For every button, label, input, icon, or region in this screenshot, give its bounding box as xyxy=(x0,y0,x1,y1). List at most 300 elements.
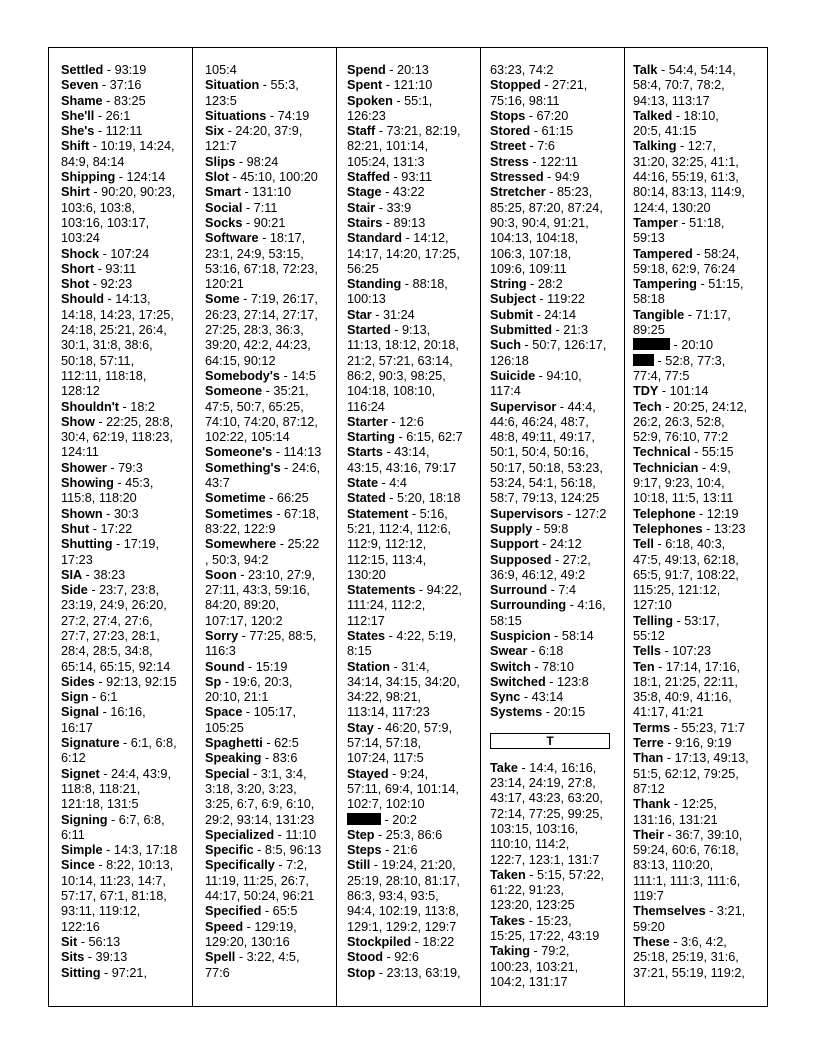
index-entry-line xyxy=(490,629,610,644)
index-entry-line xyxy=(347,124,463,139)
page-references: - 8:5, 96:13 xyxy=(253,843,322,858)
index-term: Taking xyxy=(490,944,530,959)
index-entry-line xyxy=(61,415,177,430)
index-entry xyxy=(633,63,749,109)
page-references: 35:8, 40:9, 41:16, xyxy=(633,690,732,705)
index-entry-line xyxy=(633,920,749,935)
index-entry-line xyxy=(347,63,463,78)
page-references: - 6:18 xyxy=(527,644,564,659)
page-references: - 20:2 xyxy=(381,812,417,827)
page-references: 103:15, 103:16, xyxy=(490,821,579,836)
index-entry-line xyxy=(633,782,749,797)
index-entry xyxy=(205,170,321,185)
index-entry-line xyxy=(490,537,610,552)
index-term: Since xyxy=(61,858,95,873)
index-entry-line xyxy=(61,262,177,277)
page-references: - 13:23 xyxy=(702,521,746,536)
index-entry xyxy=(347,935,463,950)
index-entry-line xyxy=(205,185,321,200)
index-entry-line xyxy=(61,400,177,415)
page-references: 102:7, 102:10 xyxy=(347,797,425,812)
index-entry-line xyxy=(61,461,177,476)
index-term: Something's xyxy=(205,460,281,475)
index-term: Shown xyxy=(61,506,103,521)
index-entry-line xyxy=(205,78,321,93)
page-references: - 18:2 xyxy=(118,399,155,414)
index-entry xyxy=(490,868,610,914)
page-references: 43:7 xyxy=(205,476,230,491)
page-references: - 129:19, xyxy=(243,919,297,934)
index-entry-line xyxy=(633,537,749,552)
index-entry-line xyxy=(347,384,463,399)
index-entry-line xyxy=(61,950,177,965)
page-references: 129:20, 130:16 xyxy=(205,934,290,949)
page-references: , 50:3, 94:2 xyxy=(205,552,269,567)
index-entry-line xyxy=(61,797,177,812)
index-entry xyxy=(347,201,463,216)
index-entry-line xyxy=(490,94,610,109)
page-references: 84:20, 89:20, xyxy=(205,598,280,613)
page-references: 104:2, 131:17 xyxy=(490,974,568,989)
index-entry-line xyxy=(205,553,321,568)
page-references: 131:16, 131:21 xyxy=(633,812,718,827)
index-entry xyxy=(61,507,177,522)
index-term: States xyxy=(347,628,386,643)
index-entry-line xyxy=(490,583,610,598)
page-references: 83:13, 110:20, xyxy=(633,858,714,873)
page-references: - 24:6, xyxy=(280,460,321,475)
index-entry-line xyxy=(347,828,463,843)
index-entry-line xyxy=(205,950,321,965)
index-entry-line xyxy=(347,537,463,552)
index-entry-line xyxy=(61,155,177,170)
page-references: - 6:18, 40:3, xyxy=(653,537,726,552)
index-entry-line xyxy=(633,277,749,292)
page-references: 72:14, 77:25, 99:25, xyxy=(490,806,603,821)
page-references: - 6:15, 62:7 xyxy=(394,430,463,445)
index-term: Talked xyxy=(633,108,673,123)
index-entry xyxy=(61,277,177,292)
index-entry xyxy=(633,445,749,460)
index-entry xyxy=(61,950,177,965)
page-references: 116:3 xyxy=(205,644,236,659)
index-term: String xyxy=(490,277,527,292)
index-entry xyxy=(205,537,321,568)
index-entry-line xyxy=(633,629,749,644)
index-entry-line xyxy=(61,216,177,231)
page-references: 130:20 xyxy=(347,567,386,582)
index-entry-line xyxy=(633,553,749,568)
page-references: 89:25 xyxy=(633,323,665,338)
index-entry-line xyxy=(61,889,177,904)
index-entry xyxy=(347,507,463,583)
page-references: - 55:1, xyxy=(392,93,433,108)
index-entry xyxy=(205,78,321,109)
page-references: 27:25, 28:3, 36:3, xyxy=(205,323,304,338)
index-term: Stayed xyxy=(347,766,389,781)
page-references: - 30:3 xyxy=(102,506,139,521)
page-references: - 119:22 xyxy=(535,292,585,307)
index-entry-line xyxy=(633,201,749,216)
page-references: - 53:17, xyxy=(672,613,720,628)
index-entry-line xyxy=(490,170,610,185)
index-entry xyxy=(61,415,177,461)
page-references: 29:2, 93:14, 131:23 xyxy=(205,812,315,827)
page-references: 23:14, 24:19, 27:8, xyxy=(490,776,596,791)
index-entry-line xyxy=(61,323,177,338)
index-entry-line xyxy=(61,614,177,629)
index-entry xyxy=(61,94,177,109)
index-entry xyxy=(633,904,749,935)
page-references: 30:1, 31:8, 38:6, xyxy=(61,338,153,353)
page-references: 104:13, 104:18, xyxy=(490,231,579,246)
index-entry-line xyxy=(633,675,749,690)
index-entry-line xyxy=(347,797,463,812)
page-references: - 45:10, 100:20 xyxy=(228,170,318,185)
index-entry-line xyxy=(205,889,321,904)
index-entry-line xyxy=(205,721,321,736)
index-term: Specified xyxy=(205,904,262,919)
index-term: Stairs xyxy=(347,215,383,230)
index-entry-line xyxy=(633,598,749,613)
index-entry xyxy=(347,491,463,506)
index-term: Sides xyxy=(61,674,95,689)
page-references: 115:25, 121:12, xyxy=(633,583,721,598)
index-entry-line xyxy=(61,384,177,399)
index-entry-line xyxy=(490,598,610,613)
index-term: Sorry xyxy=(205,628,239,643)
index-entry-line xyxy=(205,614,321,629)
index-entry-line xyxy=(347,950,463,965)
page-references: - 65:5 xyxy=(261,904,298,919)
index-entry xyxy=(61,63,177,78)
index-term: These xyxy=(633,934,670,949)
page-references: 105:25 xyxy=(205,720,244,735)
page-references: 113:14, 117:23 xyxy=(347,705,430,720)
index-entry xyxy=(205,767,321,828)
page-references: - 18:22 xyxy=(411,934,455,949)
page-references: - 55:3, xyxy=(259,78,299,93)
page-references: - 9:16, 9:19 xyxy=(663,736,732,751)
page-references: - 5:20, 18:18 xyxy=(385,491,461,506)
index-term: Stage xyxy=(347,185,382,200)
index-term: Sits xyxy=(61,950,85,965)
index-entry-line xyxy=(633,124,749,139)
page-references: - 92:6 xyxy=(382,950,419,965)
index-entry-line xyxy=(205,216,321,231)
index-entry-line xyxy=(490,277,610,292)
index-term: Show xyxy=(61,414,95,429)
index-term: Telling xyxy=(633,613,673,628)
index-term: Spent xyxy=(347,78,383,93)
page-references: - 83:6 xyxy=(261,751,298,766)
index-entry-line xyxy=(347,94,463,109)
page-references: 26:2, 26:3, 52:8, xyxy=(633,414,725,429)
index-entry xyxy=(61,690,177,705)
page-references: - 4:4 xyxy=(378,476,407,491)
redaction-block xyxy=(347,813,381,825)
index-entry-line xyxy=(205,736,321,751)
index-entry-line xyxy=(633,828,749,843)
index-entry-line xyxy=(61,736,177,751)
index-entry xyxy=(61,705,177,736)
page-references: - 54:4, 54:14, xyxy=(657,63,736,77)
index-entry-line xyxy=(61,522,177,537)
index-entry xyxy=(490,185,610,277)
index-entry-line xyxy=(61,476,177,491)
index-entry-line xyxy=(490,522,610,537)
index-entry-line xyxy=(490,822,610,837)
page-references: - 19:6, 20:3, xyxy=(221,674,293,689)
page-references: 55:12 xyxy=(633,628,665,643)
index-term: Supply xyxy=(490,521,533,536)
index-entry xyxy=(490,583,610,598)
index-term: Should xyxy=(61,292,104,307)
page-references: - 50:7, 126:17, xyxy=(521,338,607,353)
index-entry-line xyxy=(205,828,321,843)
page-references: 44:16, 55:19, 61:3, xyxy=(633,170,739,185)
index-term: Street xyxy=(490,139,526,154)
index-entry-line xyxy=(61,813,177,828)
index-entry-line xyxy=(633,415,749,430)
index-entry-line xyxy=(347,813,463,828)
page-references: 75:16, 98:11 xyxy=(490,93,560,108)
page-references: - 98:24 xyxy=(235,154,279,169)
index-entry-line xyxy=(490,400,610,415)
index-entry-line xyxy=(61,78,177,93)
page-references: 118:8, 118:21, xyxy=(61,781,141,796)
index-entry-line xyxy=(490,247,610,262)
page-references: 107:17, 120:2 xyxy=(205,613,283,628)
page-references: 30:4, 62:19, 118:23, xyxy=(61,430,173,445)
index-term: Statement xyxy=(347,506,409,521)
page-references: - 23:13, 63:19, xyxy=(375,965,461,980)
index-entry-line xyxy=(61,705,177,720)
page-references: - 24:14 xyxy=(533,307,577,322)
page-references: 20:10, 21:1 xyxy=(205,690,269,705)
index-entry xyxy=(347,308,463,323)
page-references: - 90:21 xyxy=(242,215,286,230)
page-references: - 12:19 xyxy=(695,506,739,521)
index-term: Step xyxy=(347,827,375,842)
index-entry xyxy=(633,507,749,522)
index-entry-line xyxy=(633,660,749,675)
index-term: Thank xyxy=(633,797,671,812)
page-references: 50:18, 57:11, xyxy=(61,353,135,368)
index-entry-line xyxy=(61,629,177,644)
index-entry-line xyxy=(347,323,463,338)
index-term: Stopped xyxy=(490,78,541,93)
page-references: - 7:4 xyxy=(547,583,577,598)
page-references: 121:18, 131:5 xyxy=(61,797,139,812)
index-entry-line xyxy=(61,828,177,843)
index-term: Stressed xyxy=(490,170,544,185)
index-entry-line xyxy=(347,247,463,262)
index-entry xyxy=(347,828,463,843)
index-entry-line xyxy=(347,767,463,782)
index-term: Supposed xyxy=(490,552,552,567)
index-term: Submit xyxy=(490,307,533,322)
page-references: - 77:25, 88:5, xyxy=(238,628,317,643)
index-entry-line xyxy=(347,858,463,873)
index-term: State xyxy=(347,476,379,491)
section-letter-header: T xyxy=(490,733,610,749)
index-entry-line xyxy=(490,63,610,78)
index-term: Sit xyxy=(61,934,78,949)
index-term: Tell xyxy=(633,537,654,552)
index-entry-line xyxy=(490,929,610,944)
page-references: - 14:4, 16:16, xyxy=(517,760,597,775)
page-references: 110:10, 114:2, xyxy=(490,837,570,852)
page-references: 82:21, 101:14, xyxy=(347,139,429,154)
index-entry xyxy=(490,553,610,584)
page-references: - 20:25, 24:12, xyxy=(661,399,748,414)
page-references: 50:1, 50:4, 50:16, xyxy=(490,445,589,460)
page-references: 15:25, 17:22, 43:19 xyxy=(490,929,600,944)
index-entry-line xyxy=(347,598,463,613)
index-entry-line xyxy=(61,308,177,323)
page-references: 100:13 xyxy=(347,292,386,307)
page-references: 111:1, 111:3, 111:6, xyxy=(633,873,741,888)
index-term: Specialized xyxy=(205,827,275,842)
index-entry-line xyxy=(633,614,749,629)
index-term: Soon xyxy=(205,567,237,582)
page-references: 112:11, 118:18, xyxy=(61,368,147,383)
index-entry-line xyxy=(633,461,749,476)
index-entry-line xyxy=(205,920,321,935)
index-entry-line xyxy=(633,247,749,262)
index-entry-line xyxy=(205,797,321,812)
index-term: Tech xyxy=(633,399,662,414)
page-references: - 114:13 xyxy=(272,445,322,460)
index-entry-line xyxy=(490,807,610,822)
index-entry xyxy=(490,522,610,537)
index-entry-line xyxy=(61,430,177,445)
index-entry xyxy=(61,461,177,476)
index-entry-line xyxy=(347,308,463,323)
index-entry xyxy=(490,124,610,139)
index-entry-line xyxy=(61,354,177,369)
index-entry xyxy=(205,124,321,155)
index-entry-line xyxy=(347,920,463,935)
index-entry xyxy=(61,400,177,415)
index-entry-line xyxy=(490,292,610,307)
page-references: - 25:3, 86:6 xyxy=(374,827,443,842)
index-term: Specific xyxy=(205,843,254,858)
page-references: 58:18 xyxy=(633,292,665,307)
index-entry-line xyxy=(347,874,463,889)
index-term: Shut xyxy=(61,521,90,536)
index-entry-line xyxy=(61,935,177,950)
index-entry-line xyxy=(205,94,321,109)
index-entry xyxy=(205,568,321,629)
index-column-3 xyxy=(337,48,481,1006)
index-entry-line xyxy=(490,568,610,583)
index-entry-line xyxy=(61,231,177,246)
index-entry-line xyxy=(633,874,749,889)
index-entry-line xyxy=(490,960,610,975)
index-entry-line xyxy=(205,63,321,78)
index-entry xyxy=(347,277,463,308)
index-entry xyxy=(61,139,177,170)
page-references: 17:23 xyxy=(61,552,93,567)
page-references: 56:25 xyxy=(347,261,379,276)
index-entry xyxy=(205,705,321,736)
index-entry xyxy=(347,629,463,660)
index-entry xyxy=(205,109,321,124)
page-references: - 12:7, xyxy=(676,139,716,154)
index-entry-line xyxy=(61,966,177,981)
index-entry-line xyxy=(490,914,610,929)
index-entry-line xyxy=(633,507,749,522)
index-term: Sound xyxy=(205,659,245,674)
page-references: 61:22, 91:23, xyxy=(490,883,565,898)
index-entry-line xyxy=(205,384,321,399)
page-references: 44:17, 50:24, 96:21 xyxy=(205,889,315,904)
index-entry-line xyxy=(490,944,610,959)
page-references: - 15:23, xyxy=(525,913,572,928)
index-entry-line xyxy=(347,109,463,124)
index-entry xyxy=(633,338,749,353)
index-entry xyxy=(61,813,177,844)
index-entry-line xyxy=(347,400,463,415)
index-entry-line xyxy=(61,185,177,200)
page-references: - 94:9 xyxy=(543,170,580,185)
index-entry-line xyxy=(347,782,463,797)
index-entry-line xyxy=(61,170,177,185)
index-entry-line xyxy=(61,491,177,506)
index-entry-line xyxy=(205,935,321,950)
page-references: 57:14, 57:18, xyxy=(347,736,422,751)
page-references: - 3:22, 4:5, xyxy=(235,950,300,965)
index-term: Software xyxy=(205,231,259,246)
index-entry-line xyxy=(490,369,610,384)
index-entry xyxy=(61,78,177,93)
index-entry-line xyxy=(205,660,321,675)
page-references: 122:7, 123:1, 131:7 xyxy=(490,852,600,867)
page-references: 64:15, 90:12 xyxy=(205,353,276,368)
index-entry-line xyxy=(633,216,749,231)
index-term: Stops xyxy=(490,108,526,123)
index-entry-line xyxy=(633,904,749,919)
page-references: - 27:21, xyxy=(540,78,588,93)
page-references: - 31:4, xyxy=(390,659,430,674)
index-entry xyxy=(61,170,177,185)
page-references: 115:8, 118:20 xyxy=(61,491,137,506)
index-entry-line xyxy=(347,690,463,705)
index-entry-line xyxy=(61,843,177,858)
index-entry-line xyxy=(490,124,610,139)
index-entry xyxy=(633,277,749,308)
page-references: 117:4 xyxy=(490,384,521,399)
index-entry xyxy=(347,813,463,828)
index-entry-line xyxy=(347,445,463,460)
index-entry-line xyxy=(61,568,177,583)
index-entry xyxy=(490,761,610,868)
page-references: - 97:21, xyxy=(100,965,148,980)
index-term: Slot xyxy=(205,170,229,185)
index-entry xyxy=(347,660,463,721)
index-term: Than xyxy=(633,751,664,766)
index-entry-line xyxy=(347,568,463,583)
page-references: 44:6, 46:24, 48:7, xyxy=(490,414,589,429)
index-entry-line xyxy=(633,369,749,384)
index-entry-line xyxy=(61,292,177,307)
index-term: Support xyxy=(490,537,539,552)
index-entry-line xyxy=(205,109,321,124)
index-entry-line xyxy=(490,507,610,522)
index-entry xyxy=(205,292,321,368)
